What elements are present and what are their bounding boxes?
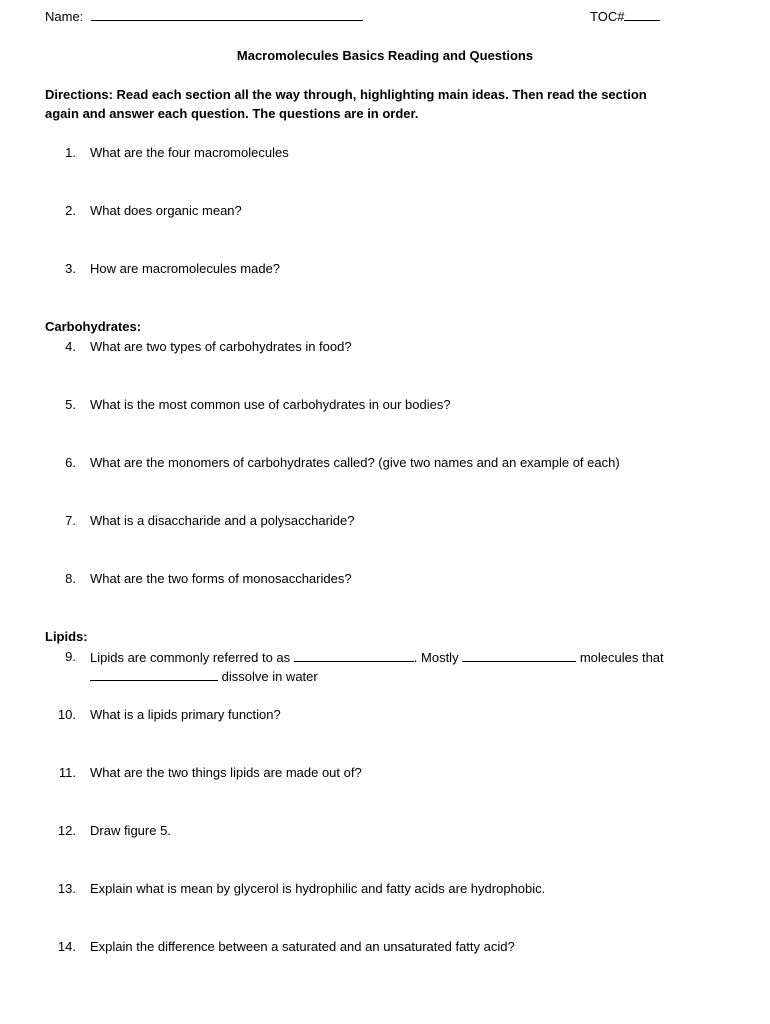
toc-label: TOC#	[590, 9, 625, 24]
name-blank-line[interactable]	[91, 8, 363, 21]
question-number: 14.	[57, 939, 76, 954]
name-field	[45, 8, 363, 25]
question-number: 1.	[65, 145, 76, 160]
q9-continuation-text	[90, 668, 318, 685]
q9-text-part-4: dissolve in water	[221, 669, 318, 684]
toc-blank-line[interactable]	[624, 8, 660, 21]
question-number: 10.	[57, 707, 76, 722]
question-text: What are the monomers of carbohydrates called? (give two names and an example of each)	[90, 455, 620, 470]
page-title: Macromolecules Basics Reading and Questions	[236, 48, 534, 63]
question-text	[90, 649, 664, 666]
directions-line-1: Directions: Read each section all the way through, highlighting main ideas. Then read the section	[45, 87, 647, 102]
question-number: 2.	[65, 203, 76, 218]
question-text: What are the four macromolecules	[90, 145, 289, 160]
directions-line-2: again and answer each question. The questions are in order.	[45, 106, 419, 121]
question-number: 8.	[65, 571, 76, 586]
q9-blank-2[interactable]	[462, 649, 576, 662]
question-number: 9.	[65, 649, 76, 664]
q9-blank-3[interactable]	[90, 668, 218, 681]
question-number: 13.	[57, 881, 76, 896]
question-text: What is a lipids primary function?	[90, 707, 281, 722]
question-text: Explain the difference between a saturated and an unsaturated fatty acid?	[90, 939, 515, 954]
question-text: Draw figure 5.	[90, 823, 171, 838]
lipids-heading: Lipids:	[45, 629, 88, 644]
question-number: 3.	[65, 261, 76, 276]
question-number: 7.	[65, 513, 76, 528]
question-text: Explain what is mean by glycerol is hydrophilic and fatty acids are hydrophobic.	[90, 881, 546, 896]
question-text: What are the two things lipids are made out of?	[90, 765, 362, 780]
q9-blank-1[interactable]	[294, 649, 414, 662]
question-number: 11.	[58, 765, 76, 780]
q9-text-part-1: Lipids are commonly referred to as	[90, 650, 291, 665]
q9-text-part-2: . Mostly	[413, 650, 459, 665]
question-text: What are two types of carbohydrates in food?	[90, 339, 352, 354]
question-number: 12.	[57, 823, 76, 838]
question-number: 4.	[65, 339, 76, 354]
question-text: What does organic mean?	[90, 203, 242, 218]
question-text: What is a disaccharide and a polysaccharide?	[90, 513, 355, 528]
question-number: 6.	[65, 455, 76, 470]
question-text: What are the two forms of monosaccharides?	[90, 571, 352, 586]
question-text: What is the most common use of carbohydrates in our bodies?	[90, 397, 451, 412]
question-text: How are macromolecules made?	[90, 261, 281, 276]
name-label: Name:	[45, 9, 84, 24]
question-number: 5.	[65, 397, 76, 412]
toc-field	[590, 8, 660, 25]
q9-text-part-3: molecules that	[579, 650, 664, 665]
carbohydrates-heading: Carbohydrates:	[45, 319, 142, 334]
